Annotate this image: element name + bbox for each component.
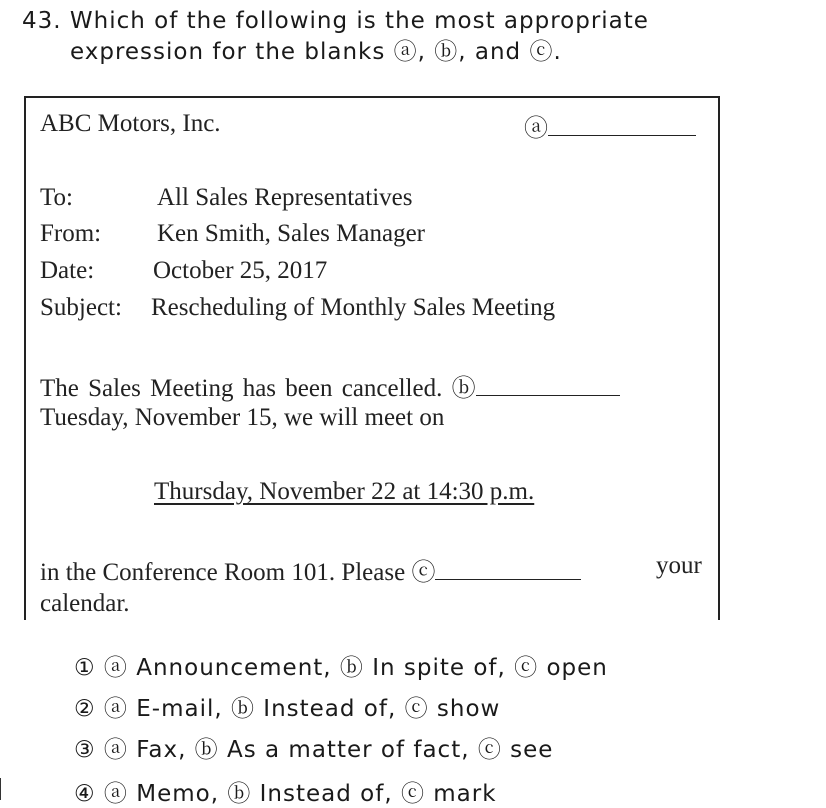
from-value: Ken Smith, Sales Manager: [157, 220, 426, 247]
subject-value: Rescheduling of Monthly Sales Meeting: [151, 294, 556, 321]
question-stem: [22, 6, 649, 68]
to-value: All Sales Representatives: [157, 184, 413, 211]
blank-c-marker: ⓒ: [411, 560, 436, 586]
body-line-3-post: your: [656, 552, 702, 579]
blank-b-line: [476, 391, 620, 396]
date-label: Date:: [40, 257, 95, 284]
to-label: To:: [40, 184, 73, 211]
option-1[interactable]: ① ⓐ Announcement, ⓑ In spite of, ⓒ open: [74, 655, 608, 681]
option-3[interactable]: ③ ⓐ Fax, ⓑ As a matter of fact, ⓒ see: [74, 737, 554, 763]
new-meeting-time: Thursday, November 22 at 14:30 p.m.: [154, 478, 535, 505]
date-value: October 25, 2017: [153, 257, 328, 284]
from-label: From:: [40, 220, 102, 247]
option-4[interactable]: ④ ⓐ Memo, ⓑ Instead of, ⓒ mark: [74, 781, 497, 807]
question-line-1: 43. Which of the following is the most appropriate: [22, 8, 649, 34]
blank-a-line: [548, 131, 696, 136]
body-line-1-text: The Sales Meeting has been cancelled.: [40, 375, 443, 402]
body-line-1: [40, 368, 620, 403]
body-line-2: Tuesday, November 15, we will meet on: [40, 404, 445, 431]
question-line-2: expression for the blanks ⓐ, ⓑ, and ⓒ.: [70, 39, 562, 65]
blank-a: [524, 108, 696, 143]
body-line-4: calendar.: [40, 590, 130, 617]
memo-passage: [24, 96, 720, 620]
option-2[interactable]: ② ⓐ E-mail, ⓑ Instead of, ⓒ show: [74, 696, 501, 722]
blank-c-line: [435, 575, 581, 580]
memo-company: ABC Motors, Inc.: [40, 110, 221, 137]
blank-b-marker: ⓑ: [451, 376, 476, 402]
blank-a-marker: ⓐ: [524, 116, 548, 142]
subject-label: Subject:: [40, 294, 122, 321]
body-line-3-pre: in the Conference Room 101. Please: [40, 559, 406, 586]
body-line-3: [40, 552, 581, 587]
margin-mark: [0, 778, 1, 800]
